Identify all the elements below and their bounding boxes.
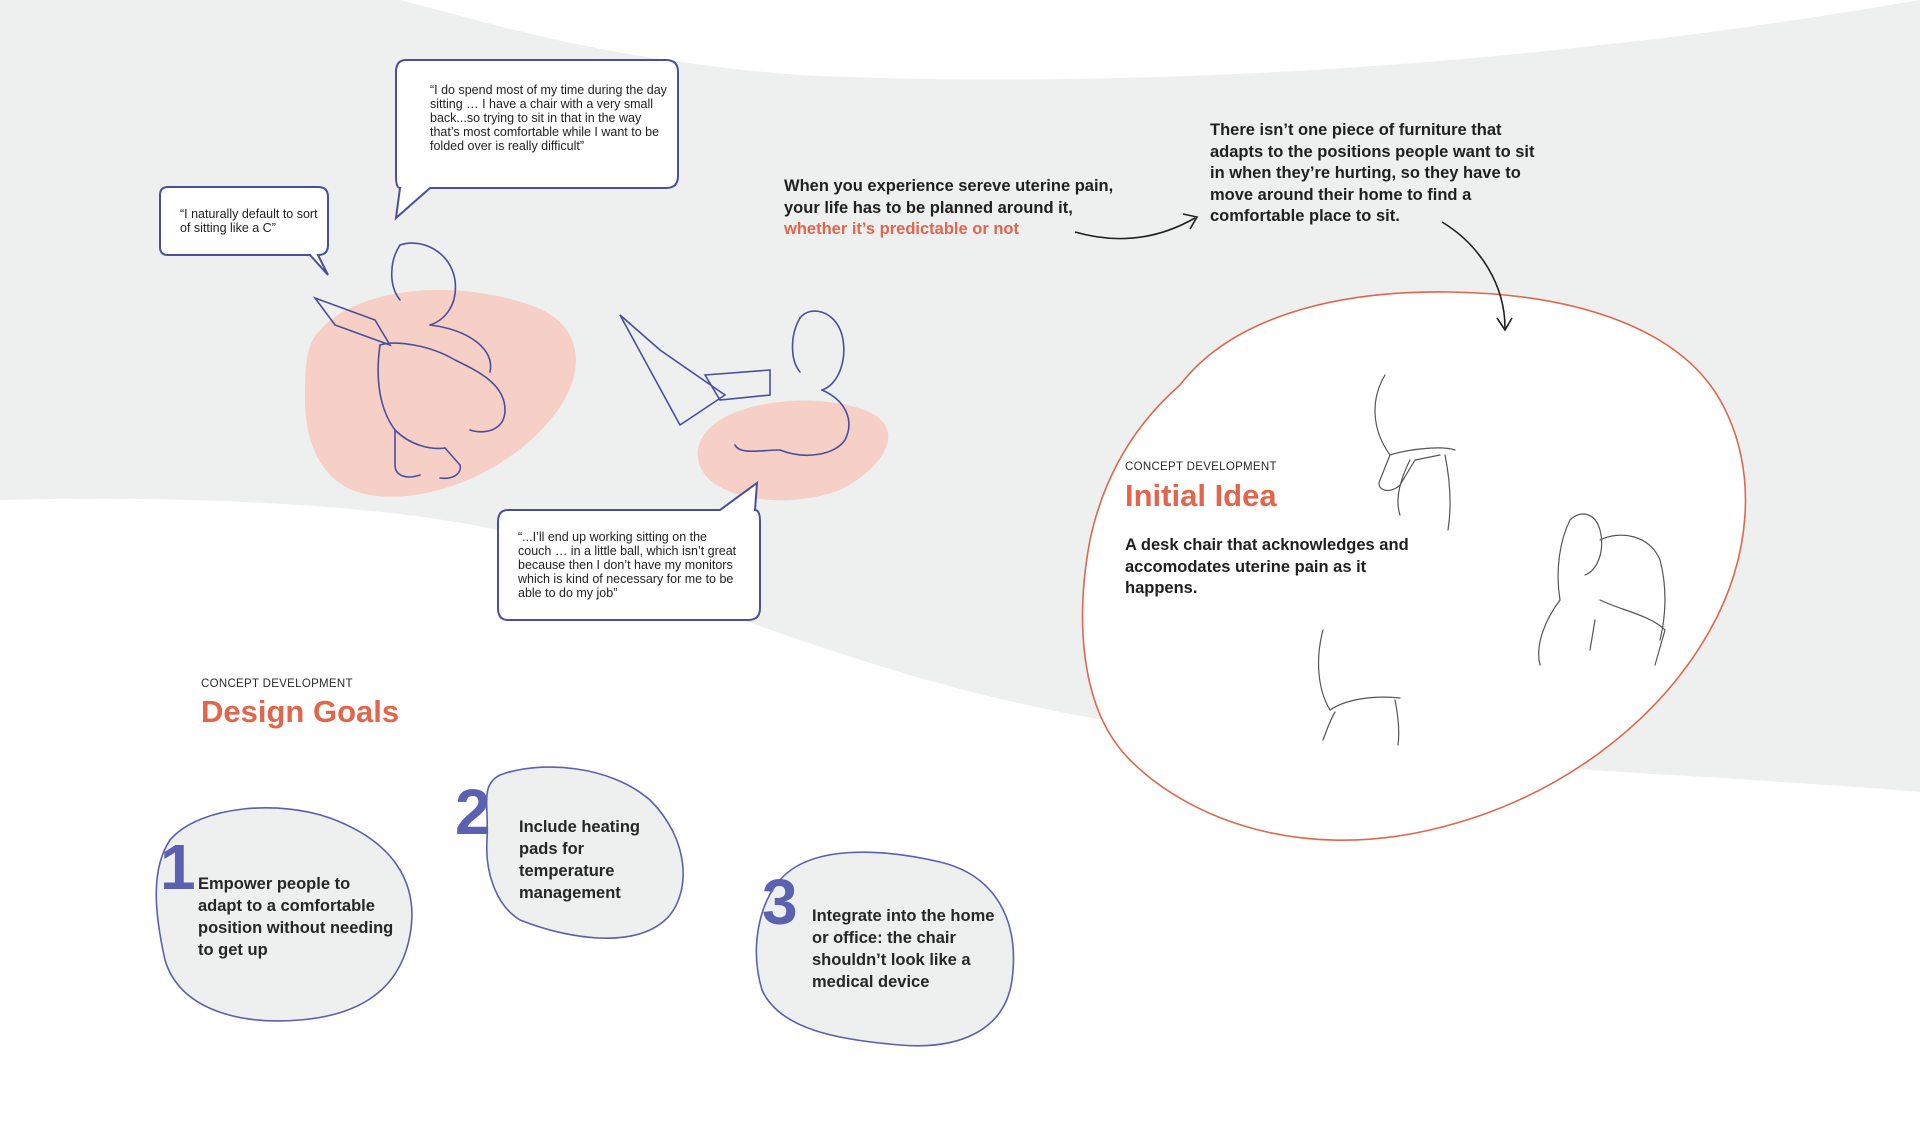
initial-idea-description: A desk chair that acknowledges and accomodates uterine pain as it happens. [1125, 536, 1409, 597]
design-goals-kicker: CONCEPT DEVELOPMENT [201, 678, 353, 690]
quote-default-c: “I naturally default to sort of sitting like a C” [180, 207, 318, 235]
goal-1-text: Empower people to adapt to a comfortable position without needing to get up [198, 875, 394, 959]
goal-2-number: 2 [455, 776, 491, 848]
design-goals-title: Design Goals [201, 694, 400, 729]
furniture-insight: There isn’t one piece of furniture that adapts to the positions people want to sit in when they’re hurting, so they have to move around their home to find a comfortable place to sit. [1210, 121, 1535, 225]
pain-insight-highlight: whether it’s predictable or not [784, 220, 1020, 238]
initial-idea-title: Initial Idea [1125, 478, 1277, 513]
goal-3-number: 3 [762, 866, 798, 938]
quote-chair-back: “I do spend most of my time during the day sitting … I have a chair with a very small back...so trying to sit in that in the way that’s most comfortable while I want to be folded over is really difficult” [430, 83, 667, 153]
quote-couch: “...I’ll end up working sitting on the couch … in a little ball, which isn’t great because then I don’t have my monitors which is kind of necessary for me to be able to do my job” [518, 530, 737, 600]
pain-insight [784, 176, 1114, 241]
goal-2-text: Include heating pads for temperature management [519, 818, 641, 902]
initial-idea-kicker: CONCEPT DEVELOPMENT [1125, 461, 1277, 473]
goal-3-text: Integrate into the home or office: the chair shouldn’t look like a medical device [812, 907, 995, 991]
goal-1-number: 1 [160, 831, 196, 903]
pain-insight-text: When you experience sereve uterine pain, your life has to be planned around it, [784, 177, 1114, 217]
